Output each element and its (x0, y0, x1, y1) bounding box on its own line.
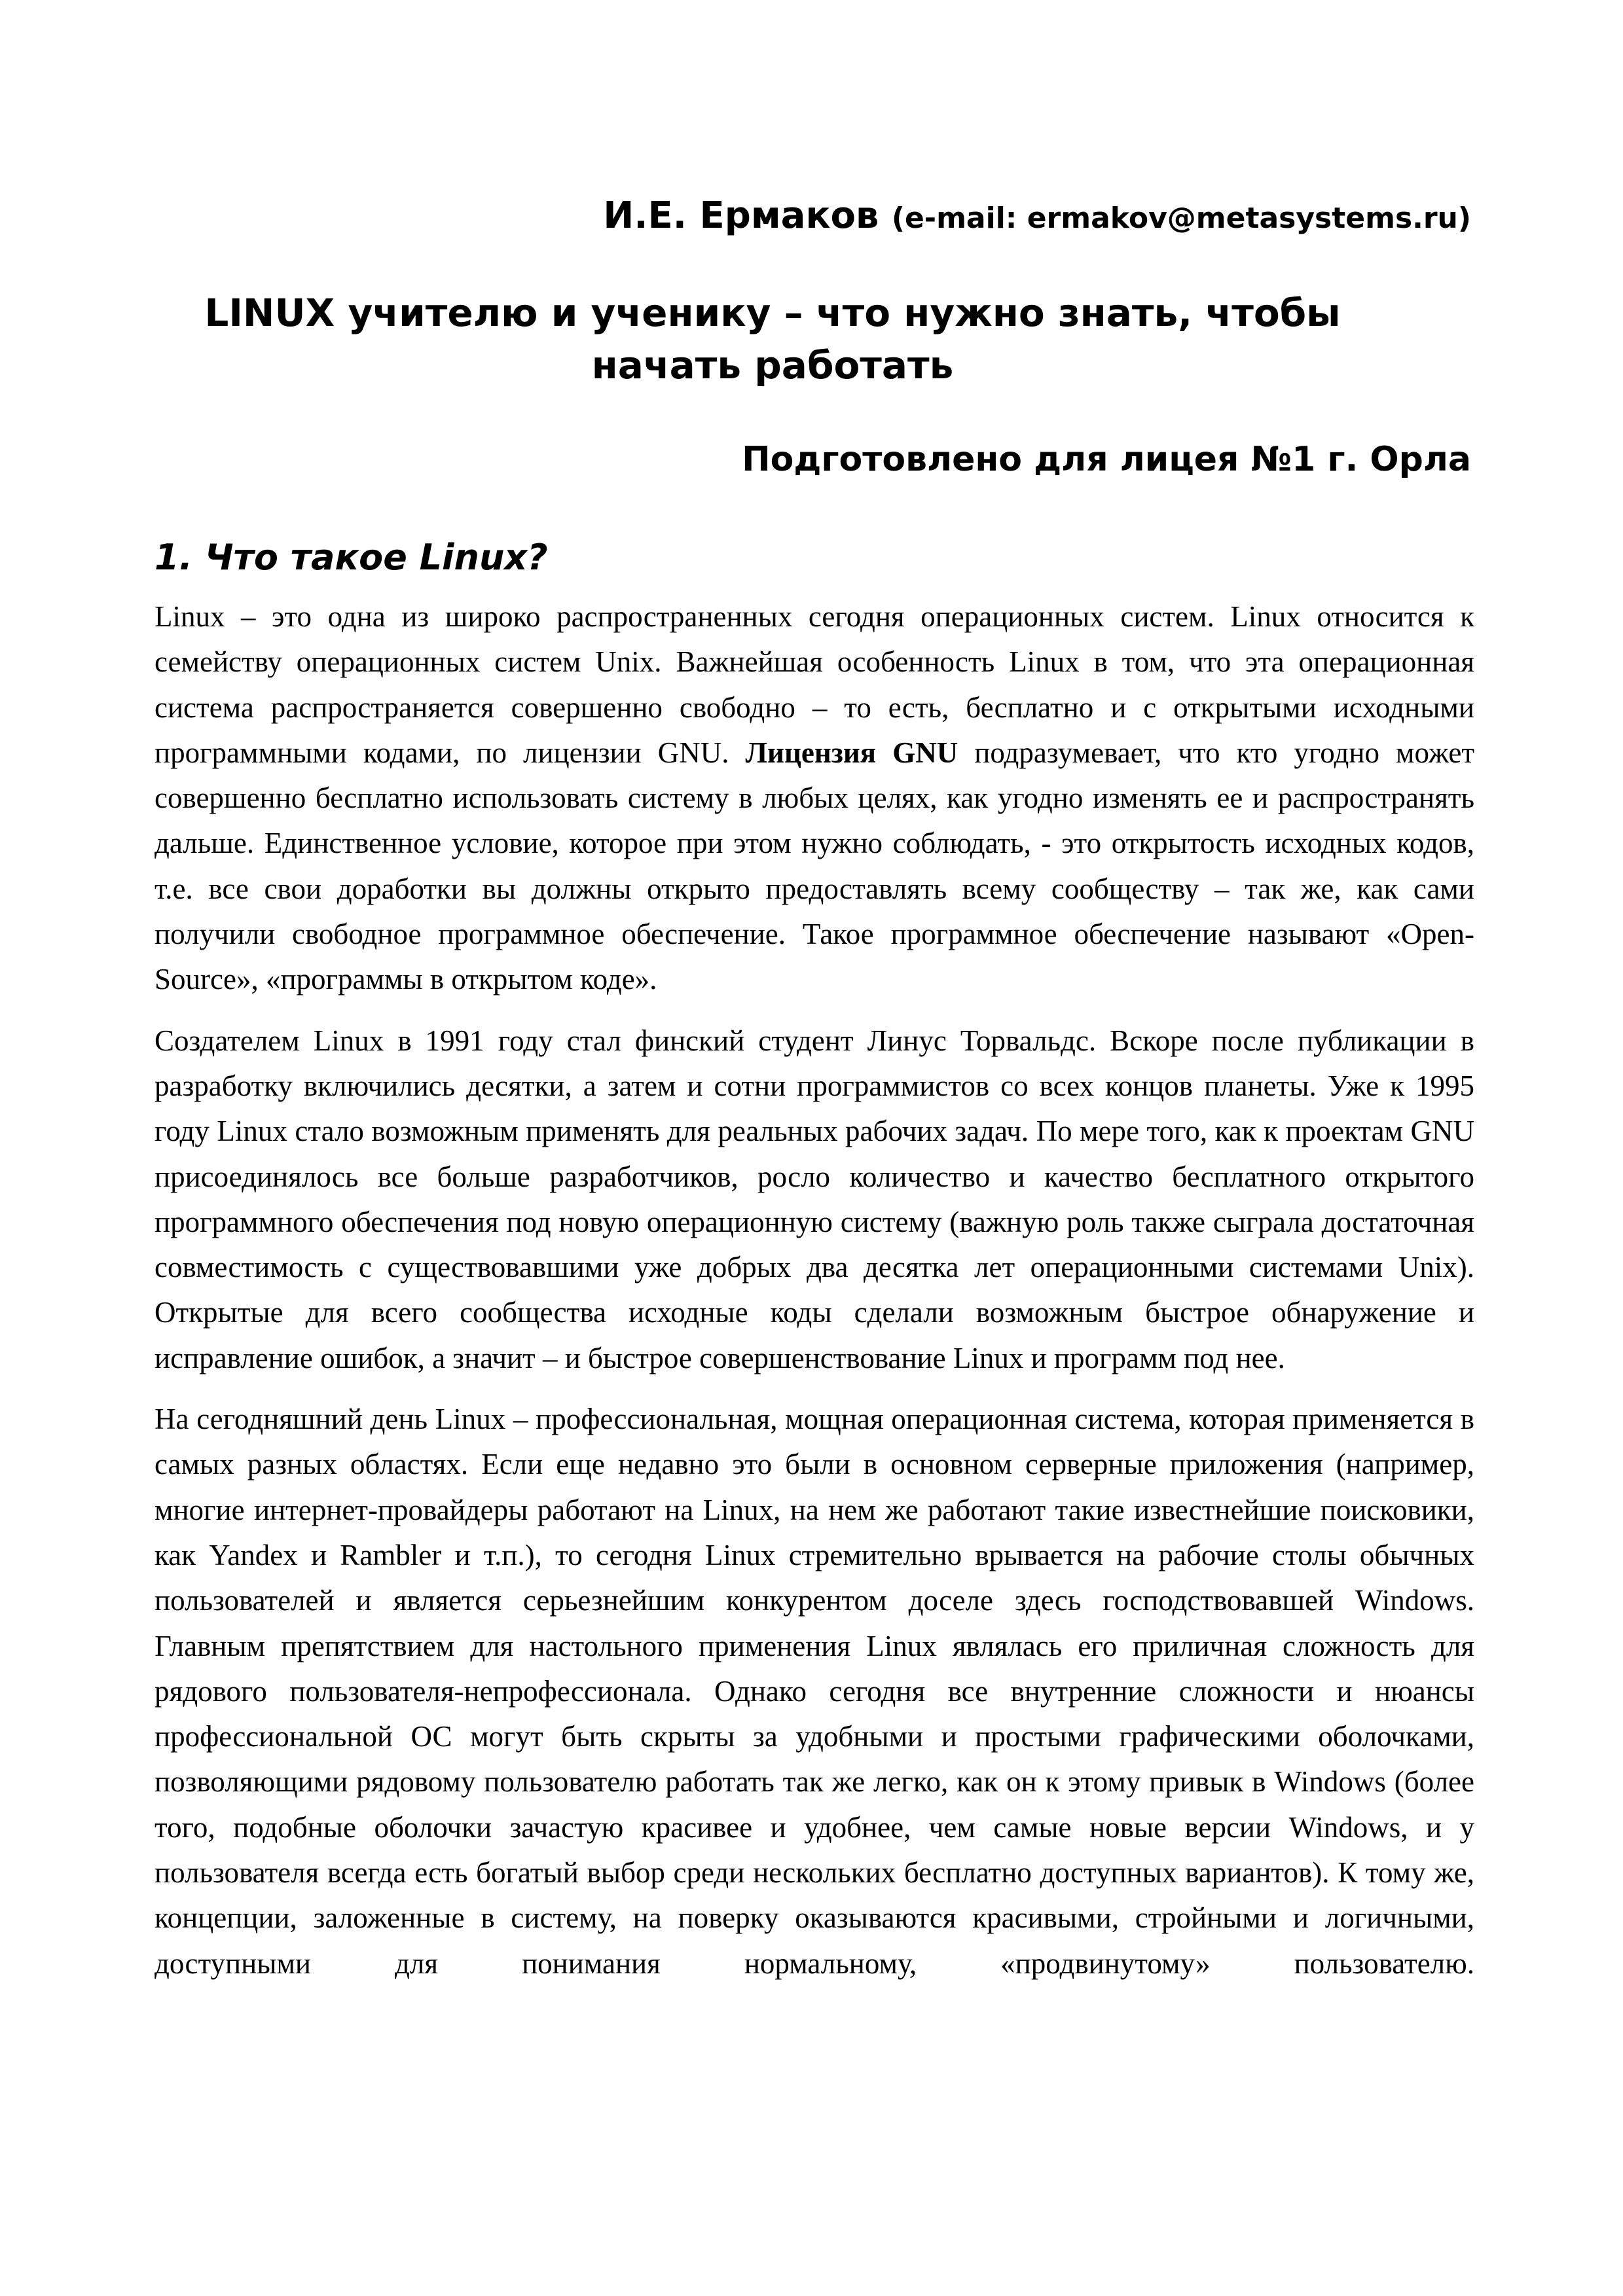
author-name: И.Е. Ермаков (603, 194, 879, 237)
author-email: (e-mail: ermakov@metasystems.ru) (891, 202, 1471, 235)
author-line (603, 190, 1471, 245)
paragraph-2: Создателем Linux в 1991 году стал финский студент Линус Торвальдс. Вскоре после публикации в разработку включились десятки, а затем и сотни программистов со всех концов планеты. Уже к 1995 году Linux стало возможным применять для реальных рабочих задач. По мере того, как к проектам GNU присоединялось все больше разработчиков, росло количество и качество бесплатного открытого программного обеспечения под новую операционную систему (важную роль также сыграла достаточная совместимость с существовавшими уже добрых два десятка лет операционными системами Unix). Открытые для всего сообщества исходные коды сделали возможным быстрое обнаружение и исправление ошибок, а значит – и быстрое совершенствование Linux и программ под нее. (155, 1024, 1474, 1374)
paragraph-1-text-a: Linux – это одна из широко распространенных сегодня операционных систем. Linux относится к семейству операционных систем Unix. Важнейшая особенность Linux в том, что эта операционная система распространяется совершенно свободно – то есть, бесплатно и с открытыми исходными программными кодами, по лицензии GNU. (155, 600, 1474, 769)
paragraph-3: На сегодняшний день Linux – профессиональная, мощная операционная система, которая применяется в самых разных областях. Если еще недавно это были в основном серверные приложения (например, многие интернет-провайдеры работают на Linux, на нем же работают такие известнейшие поисковики, как Yandex и Rambler и т.п.), то сегодня Linux стремительно врывается на рабочие столы обычных пользователей и является серьезнейшим конкурентом доселе здесь господствовавшей Windows. Главным препятствием для настольного применения Linux являлась его приличная сложность для рядового пользователя-непрофессионала. Однако сегодня все внутренние сложности и нюансы профессиональной ОС могут быть скрыты за удобными и простыми графическими оболочками, позволяющими рядовому пользователю работать так же легко, как он к этому привык в Windows (более того, подобные оболочки зачастую красивее и удобнее, чем самые новые версии Windows, и у пользователя всегда есть богатый выбор среди нескольких бесплатно доступных вариантов). К тому же, концепции, заложенные в систему, на поверку оказываются красивыми, стройными и логичными, доступными для понимания нормальному, «продвинутому» пользователю. (155, 1403, 1474, 1980)
paragraph-1-text-b: подразумевает, что кто угодно может совершенно бесплатно использовать систему в любых целях, как угодно изменять ее и распространять дальше. Единственное условие, которое при этом нужно соблюдать, - это открытость исходных кодов, т.е. все свои доработки вы должны открыто предоставлять всему сообществу – так же, как сами получили свободное программное обеспечение. Такое программное обеспечение называют «Open-Source», «программы в открытом коде». (155, 736, 1474, 996)
section-heading: 1. Что такое Linux? (155, 537, 548, 578)
document-subtitle: Подготовлено для лицея №1 г. Орла (742, 440, 1471, 479)
section-body (155, 594, 1474, 1986)
gnu-license-term: Лицензия GNU (745, 736, 958, 769)
document-title: LINUX учителю и ученику – что нужно знать, чтобы начать работать (204, 291, 1341, 387)
paragraph-1 (155, 594, 1474, 1003)
